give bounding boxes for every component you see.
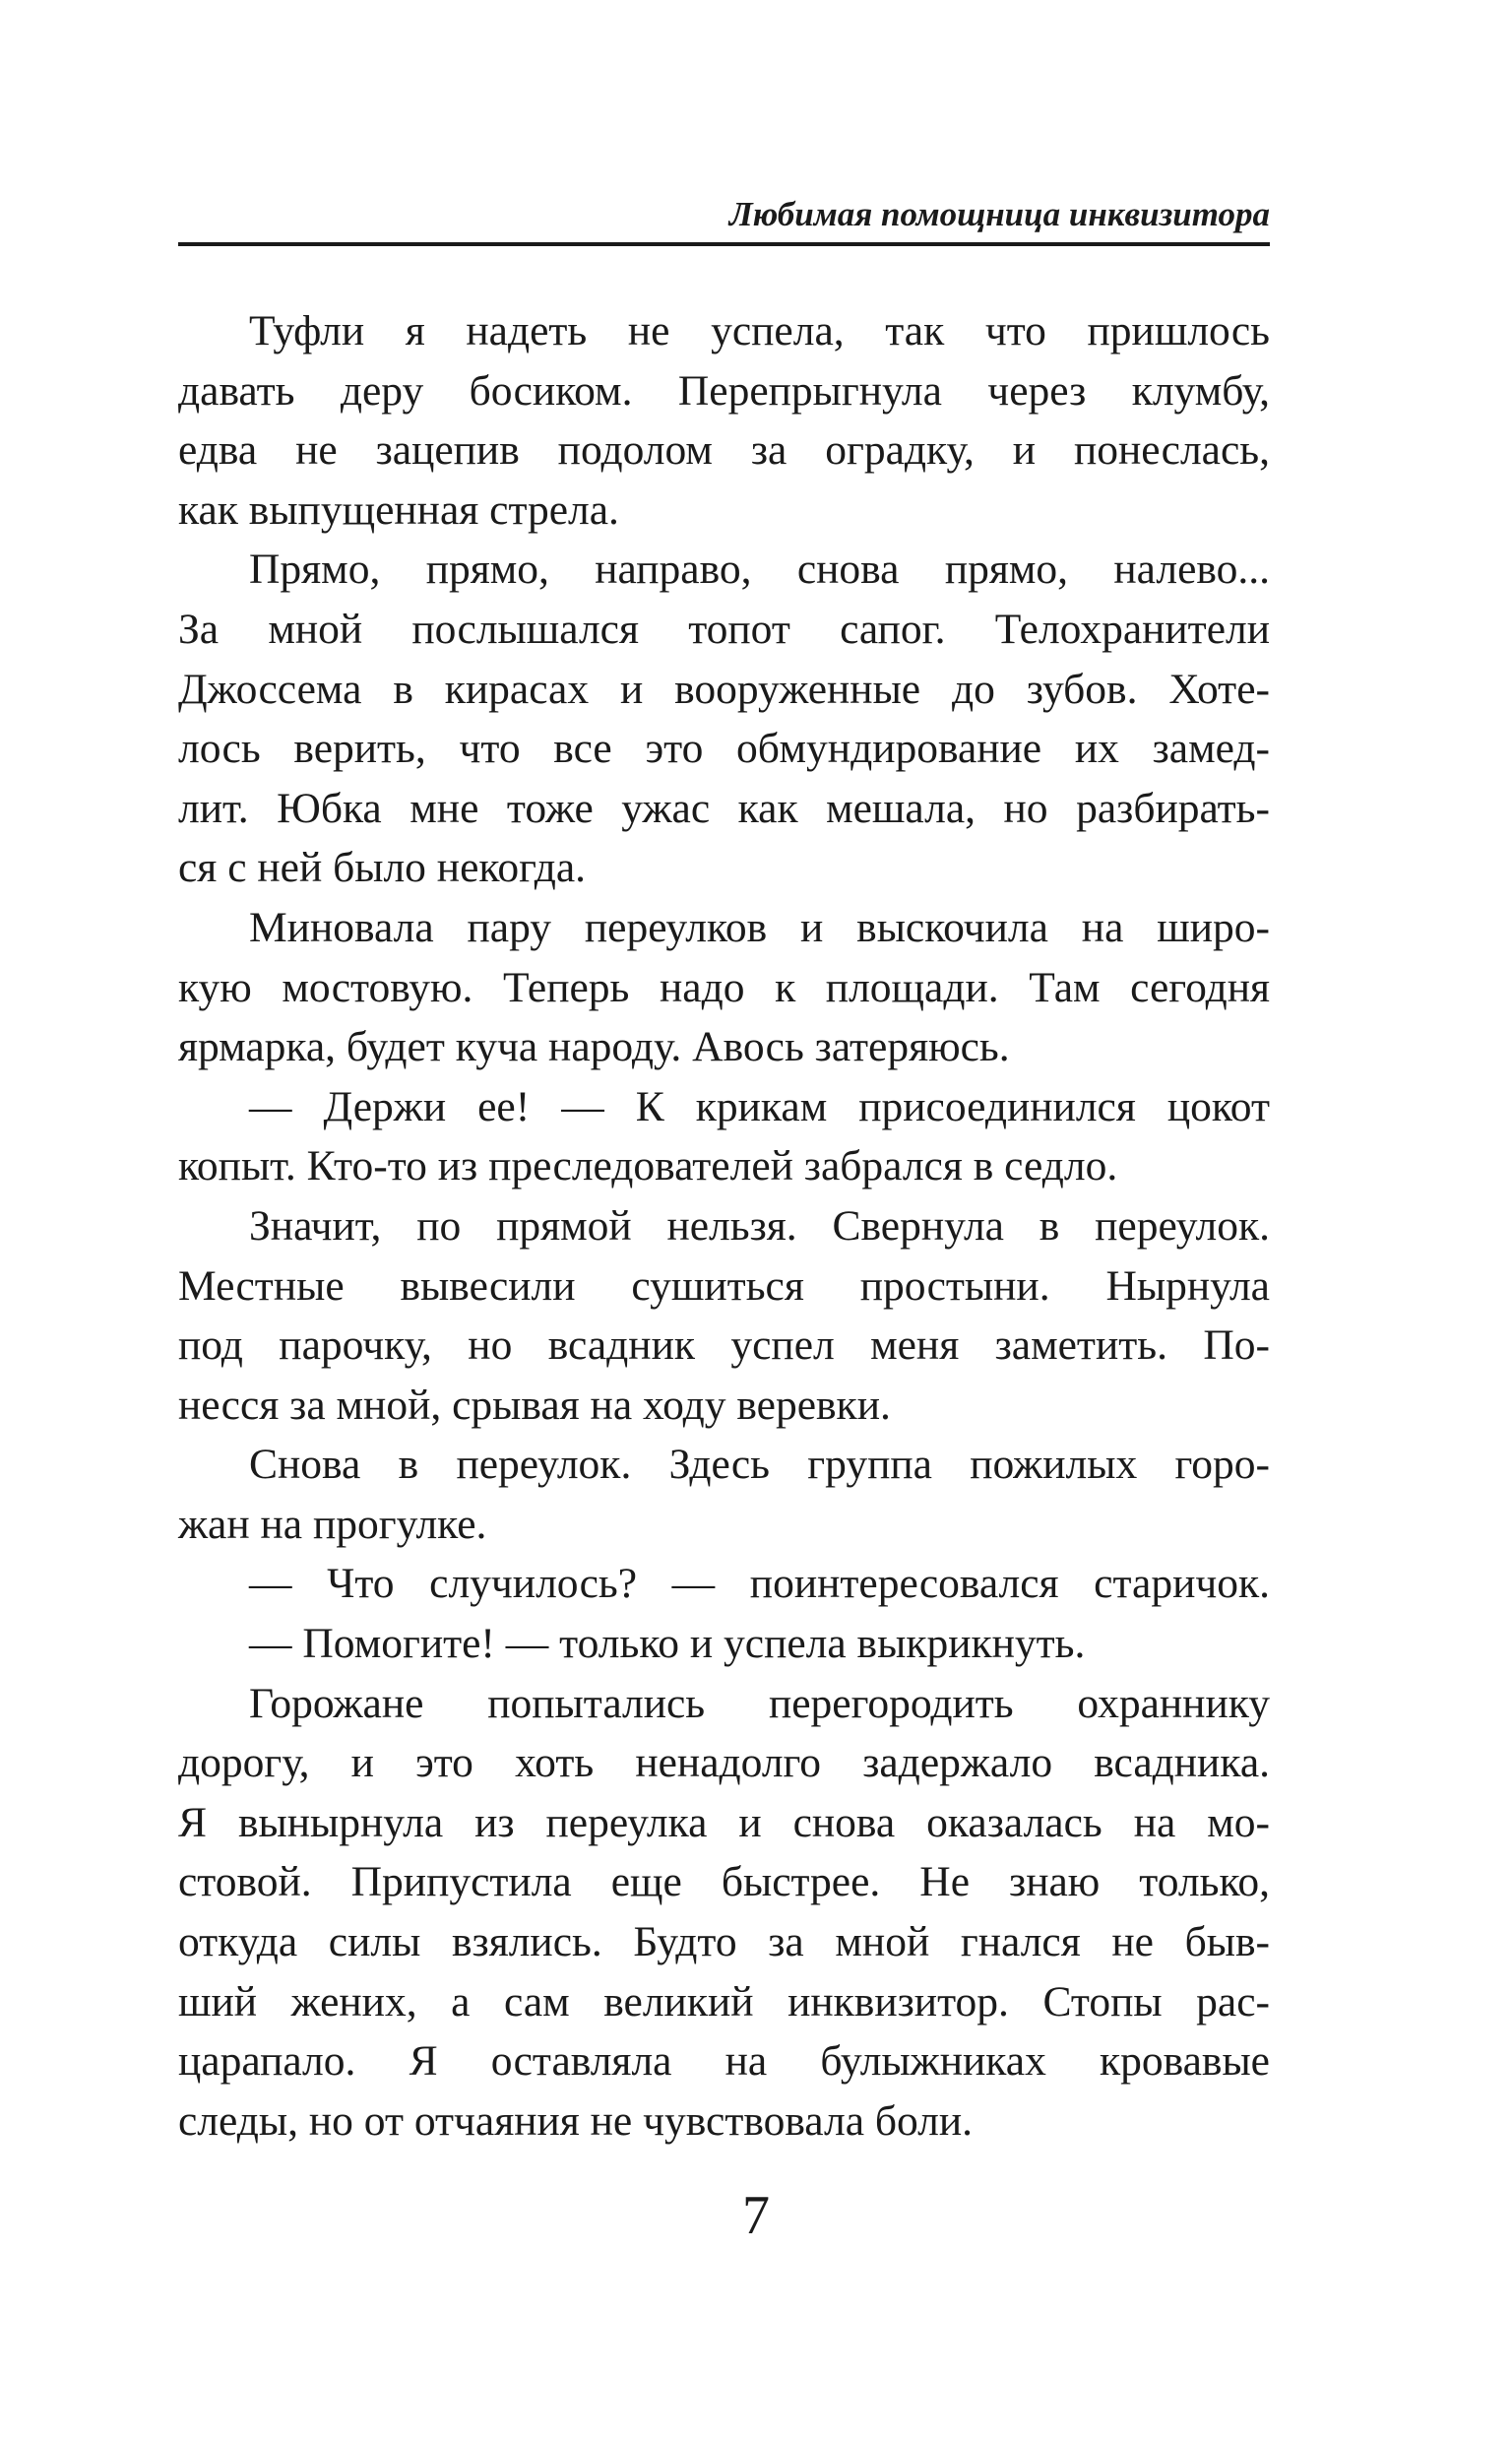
text-line: давать деру босиком. Перепрыгнула через клумбу, [178,366,1270,415]
text-line: дорогу, и это хоть ненадолго задержало всадника. [178,1739,1270,1787]
text-line: следы, но от отчаяния не чувствовала боли. [178,2096,974,2145]
running-head: Любимая помощница инквизитора [728,195,1270,233]
paragraph [178,1435,1270,1554]
text-line: жан на прогулке. [178,1500,487,1548]
text-line: царапало. Я оставляла на булыжниках кровавые [178,2037,1270,2086]
text-line: откуда силы взялись. Будто за мной гнался не быв- [178,1918,1270,1966]
header-rule [178,242,1270,246]
text-line: копыт. Кто-то из преследователей забрался в седло. [178,1142,1118,1190]
paragraph [178,1674,1270,2152]
text-line: Миновала пару переулков и выскочила на широ- [249,903,1270,951]
text-line: ший жених, а сам великий инквизитор. Стопы рас- [178,1977,1270,2025]
page-number: 7 [742,2185,770,2246]
text-line: Горожане попытались перегородить охраннику [249,1679,1270,1727]
text-line: — Держи ее! — К крикам присоединился цокот [249,1082,1270,1130]
text-line: под парочку, но всадник успел меня заметить. По- [178,1321,1270,1370]
paragraph [178,898,1270,1077]
text-line: лит. Юбка мне тоже ужас как мешала, но разбирать- [178,784,1270,832]
text-line: Снова в переулок. Здесь группа пожилых горо- [249,1441,1270,1489]
paragraph [178,1614,1270,1674]
paragraph [178,1077,1270,1196]
paragraph [178,540,1270,898]
text-line: Туфли я надеть не успела, так что пришлось [249,307,1270,354]
text-line: — Что случилось? — поинтересовался старичок. [249,1560,1270,1608]
paragraph [178,1196,1270,1435]
text-line: Я вынырнула из переулка и снова оказалась на мо- [178,1798,1270,1846]
text-line: Прямо, прямо, направо, снова прямо, налево... [249,546,1270,594]
body-text [178,301,1270,2151]
text-line: Значит, по прямой нельзя. Свернула в переулок. [249,1201,1270,1250]
paragraph [178,1554,1270,1614]
text-line: едва не зацепив подолом за оградку, и понеслась, [178,426,1270,475]
text-line: как выпущенная стрела. [178,485,619,534]
text-line: кую мостовую. Теперь надо к площади. Там сегодня [178,963,1270,1011]
text-line: ярмарка, будет куча народу. Авось затеряюсь. [178,1023,1010,1071]
text-line: — Помогите! — только и успела выкрикнуть. [249,1620,1086,1668]
text-line: стовой. Припустила еще быстрее. Не знаю только, [178,1858,1270,1906]
paragraph [178,301,1270,540]
text-line: Джоссема в кирасах и вооруженные до зубов. Хоте- [178,665,1270,713]
text-line: Местные вывесили сушиться простыни. Нырнула [178,1261,1270,1310]
text-line: лось верить, что все это обмундирование их замед- [178,725,1270,773]
text-line: ся с ней было некогда. [178,844,587,892]
text-line: несся за мной, срывая на ходу веревки. [178,1381,891,1429]
text-line: За мной послышался топот сапог. Телохранители [178,605,1270,653]
